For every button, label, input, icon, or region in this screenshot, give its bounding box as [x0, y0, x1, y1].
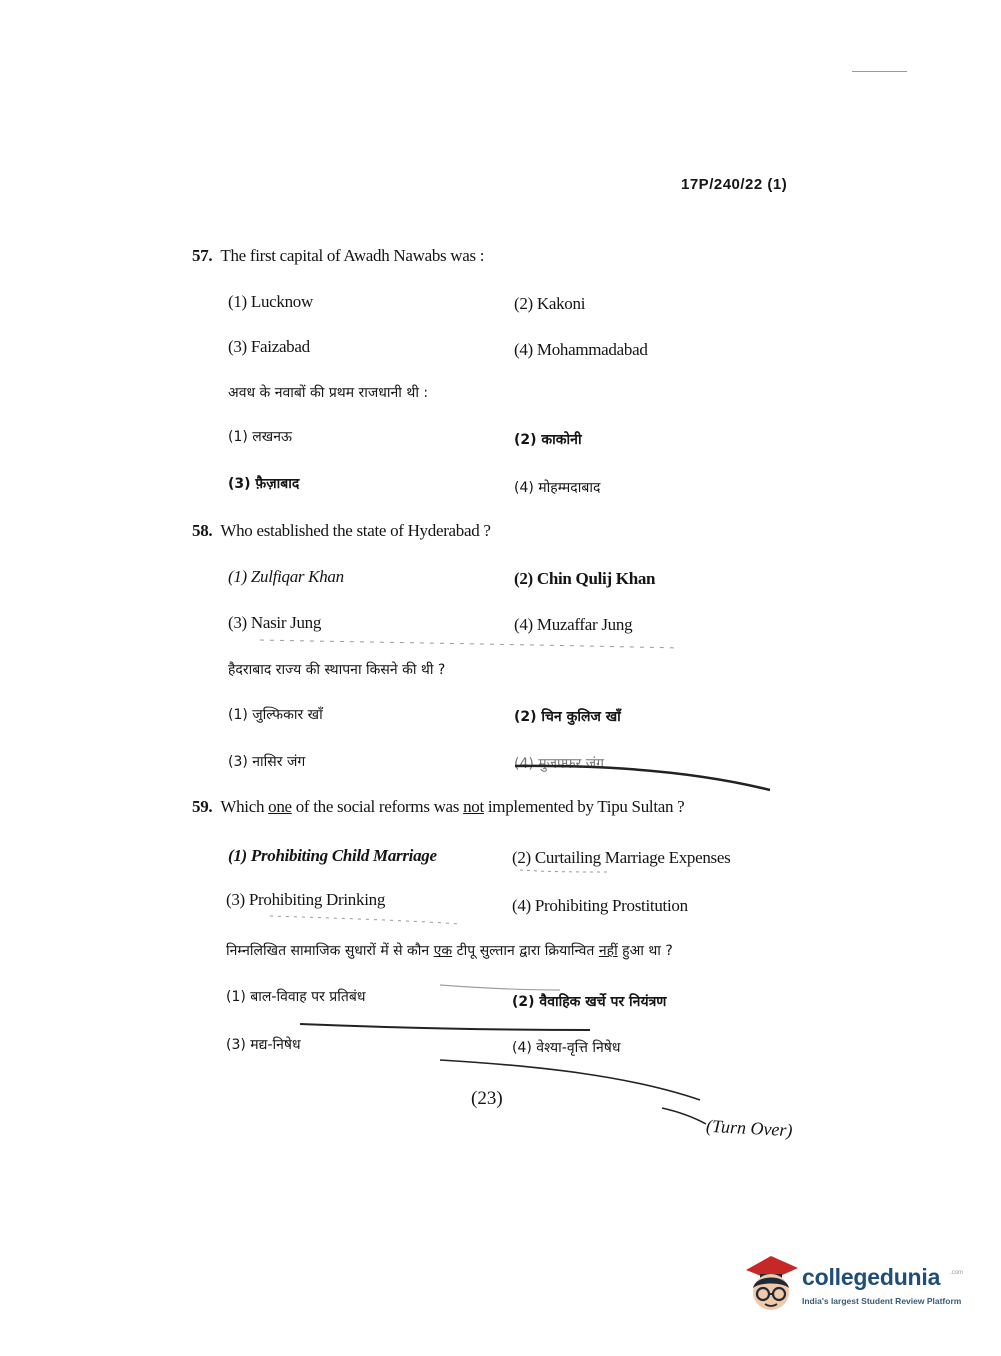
q57-option-4: (4) Mohammadabad	[514, 340, 648, 359]
smudge-stroke	[515, 766, 770, 790]
smudge-stroke	[662, 1108, 706, 1124]
q59-hindi-option-3: (3) मद्य-निषेध	[226, 1037, 301, 1053]
q58-hindi-option-4: (4) मुजफ्फर जंग	[514, 756, 605, 772]
page-number: (23)	[471, 1088, 503, 1109]
smudge-stroke	[260, 640, 680, 648]
smudge-stroke	[270, 916, 460, 924]
collegedunia-logo	[742, 1250, 972, 1316]
q59-hindi-option-4: (4) वेश्या-वृत्ति निषेध	[512, 1040, 621, 1056]
q58-option-3: (3) Nasir Jung	[228, 613, 322, 632]
q57-hindi-option-4: (4) मोहम्मदाबाद	[514, 480, 601, 496]
q58-hindi-option-3: (3) नासिर जंग	[228, 754, 306, 770]
question-emphasis-one: one	[268, 797, 292, 816]
q59-hindi-option-2: (2) वैवाहिक खर्चे पर नियंत्रण	[512, 994, 667, 1010]
logo-tagline: India's largest Student Review Platform	[802, 1296, 962, 1306]
q59-option-4: (4) Prohibiting Prostitution	[512, 896, 688, 915]
question-text-part: implemented by Tipu Sultan ?	[483, 797, 685, 816]
question-text: The first capital of Awadh Nawabs was :	[220, 246, 485, 265]
paper-code: 17P/240/22 (1)	[681, 176, 788, 193]
logo-wordmark: collegedunia	[802, 1264, 941, 1290]
question-emphasis-not: not	[463, 797, 484, 816]
q58-option-4: (4) Muzaffar Jung	[514, 615, 633, 634]
turn-over-note: (Turn Over)	[705, 1115, 793, 1141]
q58-hindi-option-1: (1) जुल्फिकार खाँ	[228, 707, 323, 723]
q58-option-1: (1) Zulfiqar Khan	[228, 567, 344, 586]
q59-option-1: (1) Prohibiting Child Marriage	[228, 846, 437, 865]
question-number: 57.	[192, 246, 213, 265]
q57-hindi-text: अवध के नवाबों की प्रथम राजधानी थी :	[228, 385, 429, 401]
question-emphasis-nahi: नहीं	[598, 943, 618, 959]
q59-option-2: (2) Curtailing Marriage Expenses	[512, 848, 731, 867]
q57-hindi-option-1: (1) लखनऊ	[228, 429, 292, 445]
question-text-part: of the social reforms was	[291, 797, 464, 816]
question-emphasis-ek: एक	[433, 943, 453, 959]
q57-hindi-option-2: (2) काकोनी	[514, 432, 582, 448]
question-text-part: Which	[220, 797, 269, 816]
logo-domain: .com	[950, 1270, 964, 1276]
q58-option-2: (2) Chin Qulij Khan	[514, 569, 656, 588]
q59-hindi-option-1: (1) बाल-विवाह पर प्रतिबंध	[226, 989, 366, 1005]
question-text-part: निम्नलिखित सामाजिक सुधारों में से कौन	[226, 943, 434, 959]
question-text-part: हुआ था ?	[617, 943, 673, 959]
q57-hindi-option-3: (3) फ़ैज़ाबाद	[228, 476, 300, 492]
question-number: 59.	[192, 797, 213, 816]
q57-option-1: (1) Lucknow	[228, 292, 313, 311]
q57-option-2: (2) Kakoni	[514, 294, 586, 313]
q58-hindi-option-2: (2) चिन कुलिज खाँ	[514, 709, 621, 725]
q58-hindi-text: हैदराबाद राज्य की स्थापना किसने की थी ?	[228, 662, 446, 678]
question-text-part: टीपू सुल्तान द्वारा क्रियान्वित	[452, 943, 599, 959]
smudge-stroke	[440, 985, 560, 990]
q59-option-3: (3) Prohibiting Drinking	[226, 890, 386, 909]
smudge-stroke	[440, 1060, 700, 1100]
smudge-stroke	[300, 1024, 590, 1030]
mascot-icon	[742, 1250, 800, 1316]
question-text: Who established the state of Hyderabad ?	[220, 521, 491, 540]
smudge-stroke	[520, 870, 610, 872]
q57-option-3: (3) Faizabad	[228, 337, 310, 356]
question-number: 58.	[192, 521, 213, 540]
